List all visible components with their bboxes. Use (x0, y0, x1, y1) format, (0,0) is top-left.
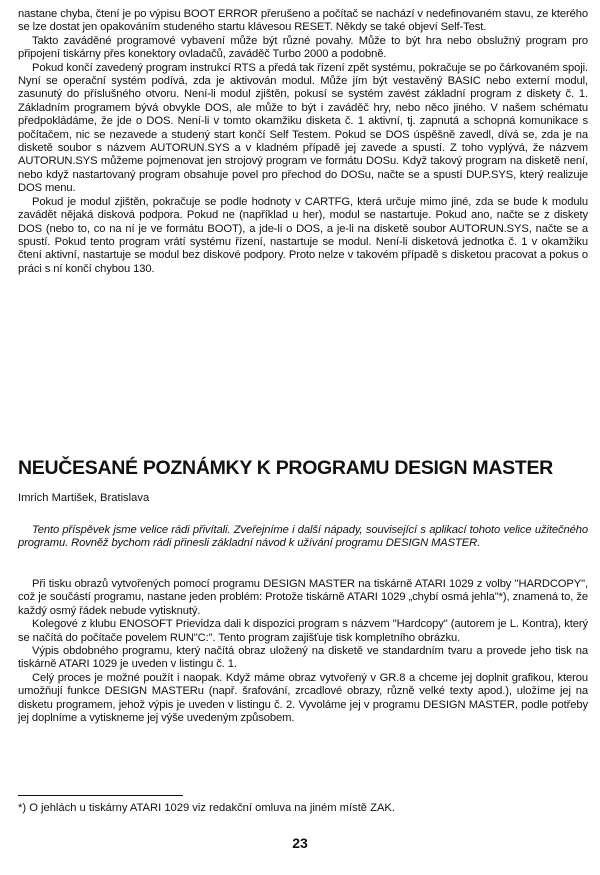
paragraph: Celý proces je možné použít i naopak. Když máme obraz vytvořený v GR.8 a chceme jej doplnit grafikou, kterou umožňují funkce DESIGN MASTERu (např. šrafování, zrcadlové obrazy, různě velké texty apod.), uložíme jej na disketu programem, jehož výpis je uveden v listingu č. 2. Vyvoláme jej v programu DESIGN MASTER, podle potřeby jej doplníme a vytiskneme jej výše uvedeným způsobem. (18, 671, 588, 725)
article-body (18, 578, 588, 725)
article-author: Imrich Martišek, Bratislava (18, 492, 150, 504)
intro-paragraph: Tento příspěvek jsme velice rádi přivítali. Zveřejníme i další nápady, související s aplikací tohoto velice užitečného programu. Rovněž bychom rádi přinesli základní návod k užívání programu DESIGN MASTER. (18, 524, 588, 550)
paragraph: Takto zaváděné programové vybavení může být různé povahy. Může to být hra nebo obslužný program pro připojení tiskárny přes konektory ovladačů, zaváděč Turbo 2000 a podobně. (18, 34, 588, 61)
footnote-divider (18, 795, 183, 796)
continued-text (18, 8, 588, 276)
footnote: *) O jehlách u tiskárny ATARI 1029 viz redakční omluva na jiném místě ZAK. (18, 802, 396, 814)
paragraph: Pokud je modul zjištěn, pokračuje se podle hodnoty v CARTFG, která určuje mimo jiné, zda se bude k modulu zavádět nějaká disková podpora. Pokud ne (například u her), modul se nastartuje. Pokud ano, načte se z diskety DOS (nebo to, co na ní je ve formátu BOOT), a jde-li o DOS, a je-li na disketě soubor AUTORUN.SYS, načte se a spustí. Pokud tento program vrátí systému řízení, nastartuje se modul. Není-li disketová jednotka č. 1 v okamžiku čtení aktivní, nastartuje se modul bez diskové podpory. Proto nelze v takovém případě s disketou pracovat a pokus o práci s ní končí chybou 130. (18, 195, 588, 275)
paragraph: Kolegové z klubu ENOSOFT Prievidza dali k dispozici program s názvem "Hardcopy" (autorem je L. Kontra), který se načítá do počítače povelem RUN"C:". Tento program zajišťuje tisk kompletního obrázku. (18, 618, 588, 644)
article-intro (18, 524, 588, 551)
paragraph: Při tisku obrazů vytvořených pomocí programu DESIGN MASTER na tiskárně ATARI 1029 z volby "HARDCOPY", což je součástí programu, nastane jeden problém: Protože tiskárně ATARI 1029 „chybí osmá jehla"*), znamená to, že každý osmý řádek nebude vytisknutý. (18, 578, 588, 617)
paragraph: Pokud končí zavedený program instrukcí RTS a předá tak řízení zpět systému, pokračuje se po čárkovaném spoji. Nyní se operační systém podívá, zda je aktivován modul. Může jím být vestavěný BASIC nebo externí modul, zasunutý do příslušného otvoru. Není-li modul zjištěn, pokusí se systém zavést základní program z diskety č. 1. Základním programem bývá obvykle DOS, ale může to být i zaváděč hry, nebo něco jiného. V našem schématu předpokládáme, že jde o DOS. Není-li v tomto okamžiku disketa č. 1 aktivní, tj. zapnutá a schopná komunikace s počítačem, nic se nezavede a studený start končí Self Testem. Pokud se DOS úspěšně zavedl, dívá se, zda je na disketě soubor s názvem AUTORUN.SYS a v kladném případě jej zavede a spustí. Z toho vyplývá, že názvem AUTORUN.SYS můžeme pojmenovat jen strojový program ve formátu DOSu. Když takový program na disketě není, nebo když nastartovaný program obsahuje povel pro přechod do DOSu, načte se a spustí DUP.SYS, který realizuje DOS menu. (18, 61, 588, 195)
paragraph: Výpis obdobného programu, který načítá obraz uložený na disketě ve standardním tvaru a provede jeho tisk na tiskárně ATARI 1029 je uveden v listingu č. 1. (18, 645, 588, 671)
page-number: 23 (292, 835, 308, 851)
article-title: NEUČESANÉ POZNÁMKY K PROGRAMU DESIGN MASTER (18, 457, 553, 479)
paragraph: nastane chyba, čtení je po výpisu BOOT ERROR přerušeno a počítač se nachází v nedefinovaném stavu, ze kterého se lze dostat jen opakováním studeného startu klávesou RESET. Někdy se také objeví Self-Test. (18, 8, 588, 34)
